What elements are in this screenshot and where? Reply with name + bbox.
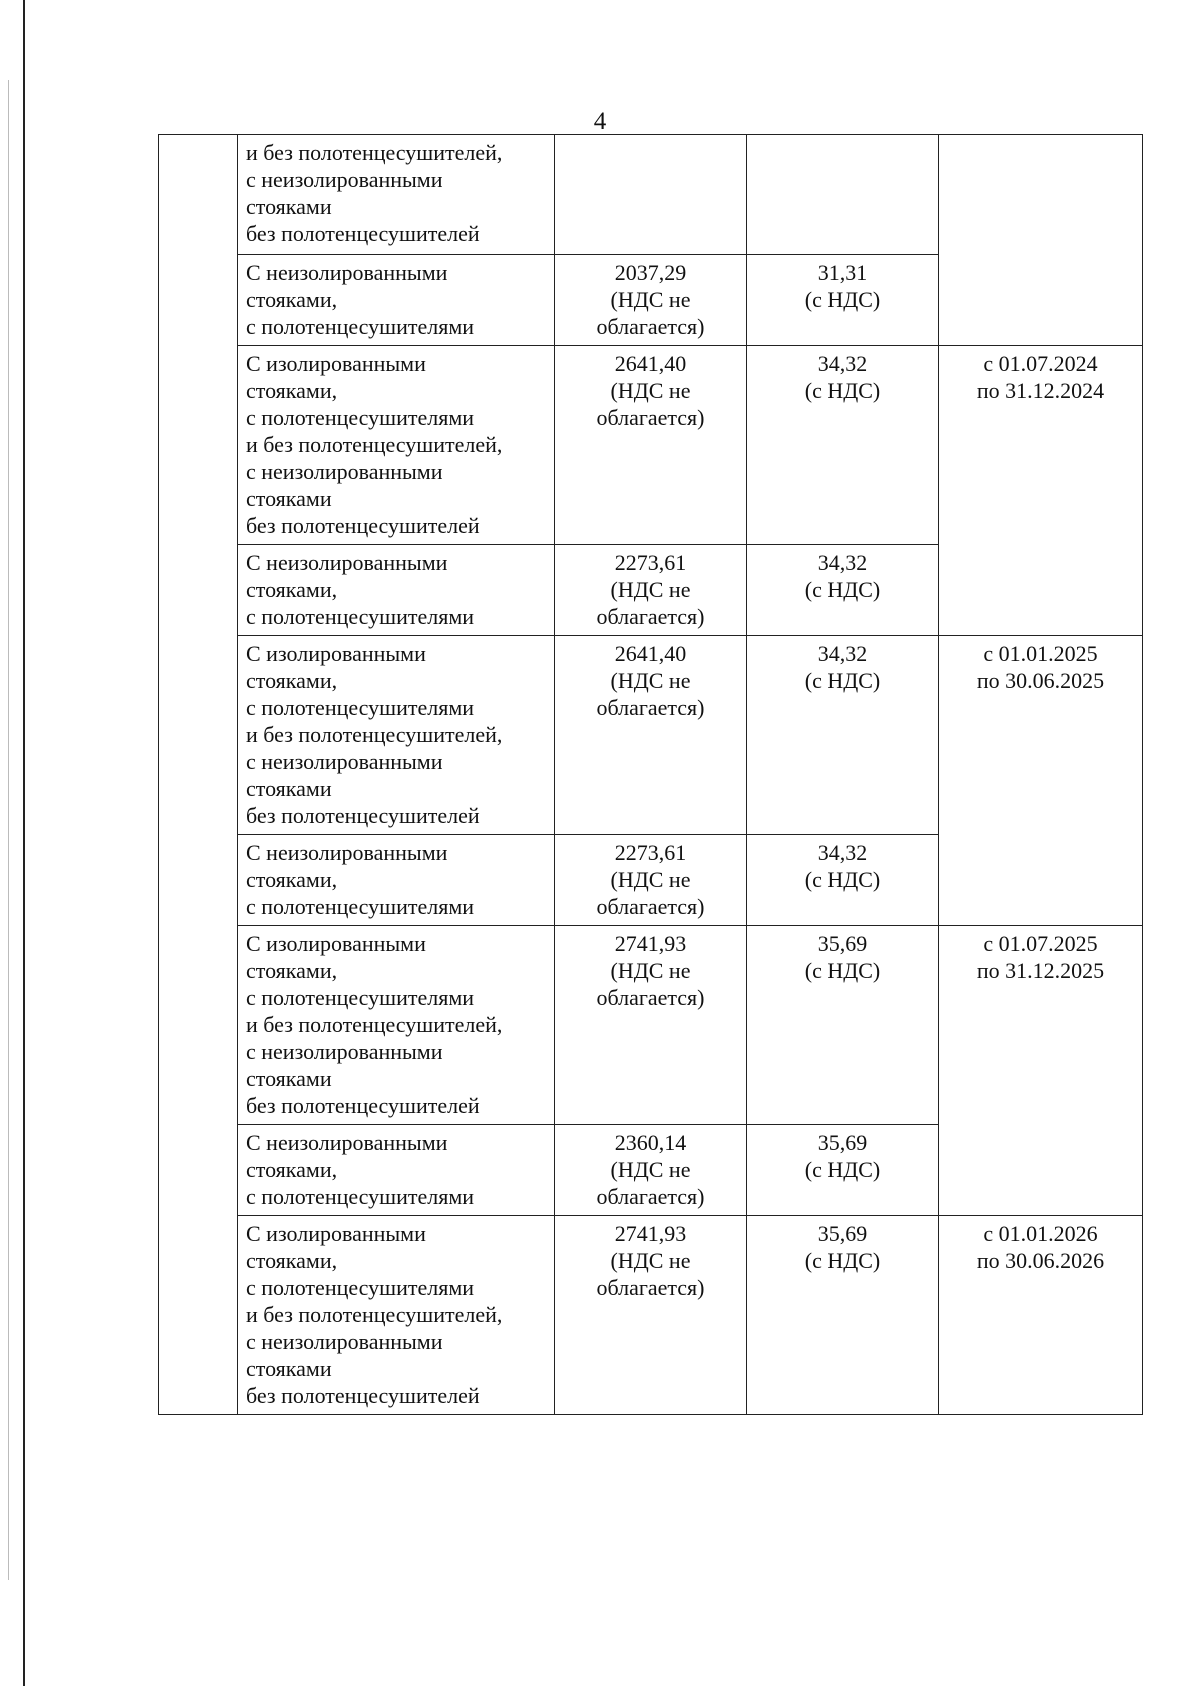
price-cell bbox=[555, 346, 747, 545]
period-cell bbox=[939, 636, 1143, 926]
price-cell bbox=[555, 545, 747, 636]
price-note: (НДС не bbox=[610, 867, 691, 892]
rate-value: 34,32 bbox=[817, 641, 868, 666]
description-line: с полотенцесушителями bbox=[246, 695, 475, 720]
description-line: стояками, bbox=[246, 958, 338, 983]
description-line: с полотенцесушителями bbox=[246, 985, 475, 1010]
description-line: стояками bbox=[246, 486, 332, 511]
rate-cell bbox=[747, 135, 939, 255]
period-cell bbox=[939, 346, 1143, 636]
period-cell bbox=[939, 135, 1143, 346]
rate-cell bbox=[747, 835, 939, 926]
price-value: 2037,29 bbox=[614, 260, 687, 285]
description-line: стояками, bbox=[246, 867, 338, 892]
price-value: 2641,40 bbox=[614, 641, 687, 666]
rate-note: (с НДС) bbox=[804, 1248, 881, 1273]
rate-value: 34,32 bbox=[817, 351, 868, 376]
price-note: (НДС не bbox=[610, 287, 691, 312]
price-note: (НДС не bbox=[610, 577, 691, 602]
rate-note: (с НДС) bbox=[804, 287, 881, 312]
description-cell bbox=[238, 346, 555, 545]
table-row bbox=[159, 926, 1143, 1125]
description-line: и без полотенцесушителей, bbox=[246, 432, 503, 457]
rate-cell bbox=[747, 926, 939, 1125]
price-cell bbox=[555, 636, 747, 835]
description-line: и без полотенцесушителей, bbox=[246, 1012, 503, 1037]
description-line: и без полотенцесушителей, bbox=[246, 722, 503, 747]
description-line: С неизолированными bbox=[246, 840, 448, 865]
price-note: (НДС не bbox=[610, 958, 691, 983]
description-line: С изолированными bbox=[246, 1221, 426, 1246]
description-line: С изолированными bbox=[246, 641, 426, 666]
period-cell bbox=[939, 926, 1143, 1216]
price-value: 2741,93 bbox=[614, 1221, 687, 1246]
description-cell bbox=[238, 135, 555, 255]
description-line: с неизолированными bbox=[246, 167, 443, 192]
description-line: без полотенцесушителей bbox=[246, 803, 480, 828]
description-line: с полотенцесушителями bbox=[246, 405, 475, 430]
description-line: С изолированными bbox=[246, 931, 426, 956]
description-line: с неизолированными bbox=[246, 1329, 443, 1354]
description-line: стояками, bbox=[246, 378, 338, 403]
page-binding-edge bbox=[23, 0, 25, 1686]
period-start: с 01.07.2024 bbox=[983, 351, 1098, 376]
price-note: облагается) bbox=[596, 1184, 705, 1209]
price-note: (НДС не bbox=[610, 378, 691, 403]
price-cell bbox=[555, 835, 747, 926]
price-value: 2641,40 bbox=[614, 351, 687, 376]
price-note: облагается) bbox=[596, 1275, 705, 1300]
price-note: облагается) bbox=[596, 695, 705, 720]
period-end: по 31.12.2024 bbox=[976, 378, 1105, 403]
rate-value: 35,69 bbox=[817, 1130, 868, 1155]
price-note: облагается) bbox=[596, 314, 705, 339]
description-line: с неизолированными bbox=[246, 1039, 443, 1064]
description-line: с полотенцесушителями bbox=[246, 1184, 475, 1209]
rate-note: (с НДС) bbox=[804, 668, 881, 693]
description-cell bbox=[238, 545, 555, 636]
description-line: стояками bbox=[246, 1066, 332, 1091]
price-note: облагается) bbox=[596, 985, 705, 1010]
price-value: 2273,61 bbox=[614, 840, 687, 865]
price-note: (НДС не bbox=[610, 668, 691, 693]
description-line: с полотенцесушителями bbox=[246, 314, 475, 339]
description-cell bbox=[238, 1216, 555, 1415]
description-line: стояками, bbox=[246, 1157, 338, 1182]
scan-shadow-line bbox=[8, 80, 9, 1580]
description-cell bbox=[238, 1125, 555, 1216]
description-line: без полотенцесушителей bbox=[246, 221, 480, 246]
description-line: стояками, bbox=[246, 287, 338, 312]
table-row bbox=[159, 346, 1143, 545]
description-line: стояками, bbox=[246, 1248, 338, 1273]
description-line: и без полотенцесушителей, bbox=[246, 1302, 503, 1327]
description-cell bbox=[238, 636, 555, 835]
rate-note: (с НДС) bbox=[804, 958, 881, 983]
rate-cell bbox=[747, 1125, 939, 1216]
description-line: без полотенцесушителей bbox=[246, 1093, 480, 1118]
description-cell bbox=[238, 835, 555, 926]
tariff-table bbox=[158, 134, 1143, 1415]
price-value: 2273,61 bbox=[614, 550, 687, 575]
period-start: с 01.07.2025 bbox=[983, 931, 1098, 956]
description-line: стояками bbox=[246, 194, 332, 219]
price-cell bbox=[555, 1216, 747, 1415]
description-line: с полотенцесушителями bbox=[246, 1275, 475, 1300]
table-row bbox=[159, 1216, 1143, 1415]
price-cell bbox=[555, 255, 747, 346]
rate-note: (с НДС) bbox=[804, 577, 881, 602]
description-line: стояками bbox=[246, 1356, 332, 1381]
description-line: стояками bbox=[246, 776, 332, 801]
price-value: 2741,93 bbox=[614, 931, 687, 956]
rate-cell bbox=[747, 545, 939, 636]
period-cell bbox=[939, 1216, 1143, 1415]
description-line: без полотенцесушителей bbox=[246, 1383, 480, 1408]
period-end: по 30.06.2026 bbox=[976, 1248, 1105, 1273]
rate-note: (с НДС) bbox=[804, 378, 881, 403]
rate-value: 35,69 bbox=[817, 1221, 868, 1246]
price-note: (НДС не bbox=[610, 1157, 691, 1182]
description-line: и без полотенцесушителей, bbox=[246, 140, 503, 165]
description-line: С неизолированными bbox=[246, 550, 448, 575]
description-line: с неизолированными bbox=[246, 459, 443, 484]
period-start: с 01.01.2026 bbox=[983, 1221, 1098, 1246]
rate-value: 34,32 bbox=[817, 840, 868, 865]
price-cell bbox=[555, 1125, 747, 1216]
table-row bbox=[159, 636, 1143, 835]
rate-cell bbox=[747, 255, 939, 346]
price-note: облагается) bbox=[596, 894, 705, 919]
rate-value: 31,31 bbox=[817, 260, 868, 285]
price-note: (НДС не bbox=[610, 1248, 691, 1273]
price-note: облагается) bbox=[596, 405, 705, 430]
description-line: С неизолированными bbox=[246, 1130, 448, 1155]
description-line: с неизолированными bbox=[246, 749, 443, 774]
description-line: с полотенцесушителями bbox=[246, 894, 475, 919]
rate-value: 34,32 bbox=[817, 550, 868, 575]
description-line: с полотенцесушителями bbox=[246, 604, 475, 629]
description-cell bbox=[238, 255, 555, 346]
description-cell bbox=[238, 926, 555, 1125]
price-cell bbox=[555, 926, 747, 1125]
table-blank-column bbox=[159, 135, 238, 1415]
price-cell bbox=[555, 135, 747, 255]
rate-value: 35,69 bbox=[817, 931, 868, 956]
description-line: без полотенцесушителей bbox=[246, 513, 480, 538]
description-line: стояками, bbox=[246, 668, 338, 693]
table-row bbox=[159, 135, 1143, 255]
rate-cell bbox=[747, 1216, 939, 1415]
description-line: С неизолированными bbox=[246, 260, 448, 285]
price-value: 2360,14 bbox=[614, 1130, 687, 1155]
rate-cell bbox=[747, 636, 939, 835]
period-end: по 30.06.2025 bbox=[976, 668, 1105, 693]
period-end: по 31.12.2025 bbox=[976, 958, 1105, 983]
description-line: стояками, bbox=[246, 577, 338, 602]
period-start: с 01.01.2025 bbox=[983, 641, 1098, 666]
rate-note: (с НДС) bbox=[804, 867, 881, 892]
rate-cell bbox=[747, 346, 939, 545]
description-line: С изолированными bbox=[246, 351, 426, 376]
rate-note: (с НДС) bbox=[804, 1157, 881, 1182]
page-number: 4 bbox=[593, 108, 607, 135]
price-note: облагается) bbox=[596, 604, 705, 629]
